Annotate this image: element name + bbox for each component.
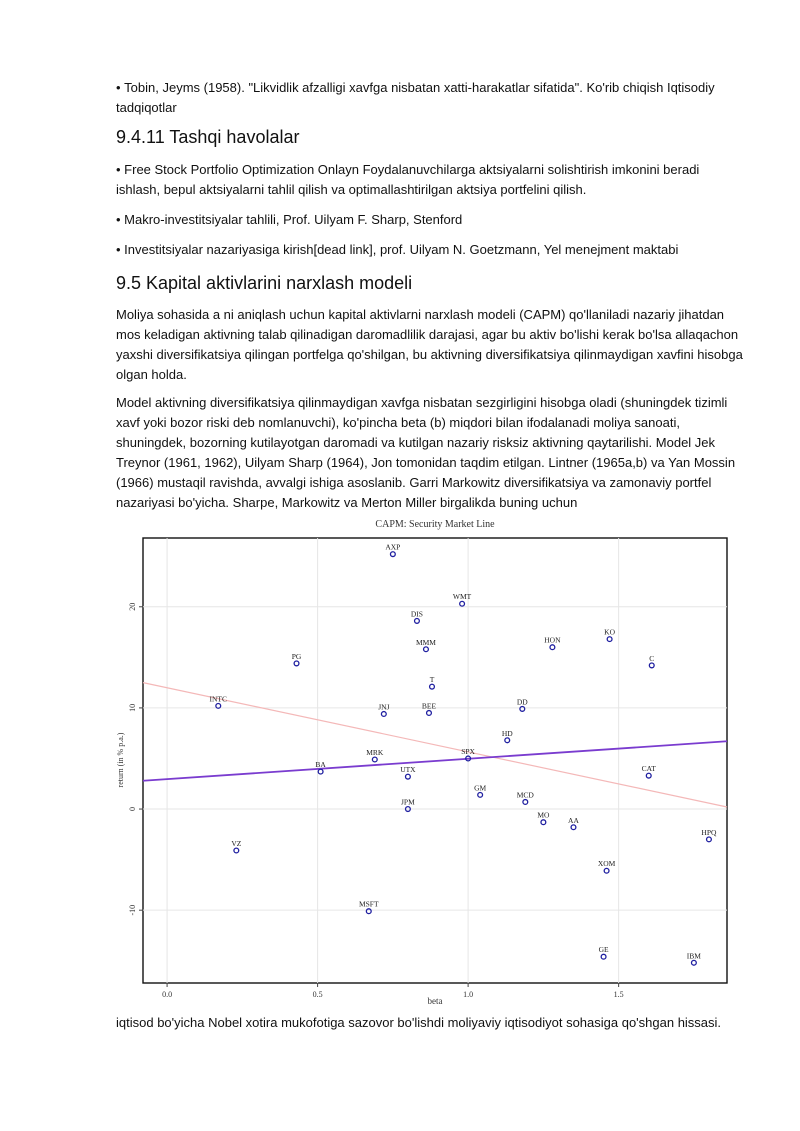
capm-chart	[115, 515, 735, 1010]
data-point-label-aa: AA	[568, 815, 579, 825]
chart-title: CAPM: Security Market Line	[375, 519, 495, 530]
data-point-label-ba: BA	[315, 760, 326, 770]
data-point-label-wmt: WMT	[452, 592, 472, 602]
paragraph-capm-model: Model aktivning diversifikatsiya qilinmaydigan xavfga nisbatan sezgirligini hisobga oladi (shuningdek tizimli xavf yoki bozor riski deb nomlanuvchi), ko'pincha beta (b) miqdori bilan ifodalanadi moliya sanoati, shuningdek, bozorning kutilayotgan daromadi va kutilgan nazariy risksiz aktivning qaytarilishi. Model Jek Treynor (1961, 1962), Uilyam Sharp (1964), Jon tomonidan taqdim etilgan. Lintner (1965a,b) va Yan Mossin (1966) mustaqil ravishda, avvalgi ishiga asoslanib. Garri Markowitz diversifikatsiya va zamonaviy portfel nazariyasi bo'yicha. Sharpe, Markowitz va Merton Miller birgalikda buning uchun	[116, 395, 736, 510]
link-item-portfolio-optimization[interactable]: • Free Stock Portfolio Optimization Onlayn Foydalanuvchilarga aktsiyalarni solishtirish imkonini beradi ishlash, bepul aktsiyalarni tahlil qilish va optimallashtirilgan aktsiya portfelini qilish.	[116, 160, 746, 200]
x-tick-label: 1.5	[613, 990, 624, 999]
y-tick-label: 0	[128, 807, 137, 812]
heading-capm: 9.5 Kapital aktivlarini narxlash modeli	[116, 273, 413, 293]
data-point-label-intc: INTC	[209, 694, 228, 704]
data-point-label-mrk: MRK	[366, 747, 384, 757]
paragraph-nobel: iqtisod bo'yicha Nobel xotira mukofotiga sazovor bo'lishdi moliyaviy iqtisodiyot sohasiga qo'shgan hissasi.	[116, 1015, 722, 1030]
data-point-label-msft: MSFT	[358, 899, 379, 909]
data-point-label-hon: HON	[544, 635, 561, 645]
data-point-label-ge: GE	[598, 945, 609, 955]
data-point-label-dd: DD	[516, 697, 528, 707]
data-point-label-hpq: HPQ	[701, 827, 717, 837]
y-tick-label: -10	[128, 904, 137, 916]
x-tick-label: 0.0	[162, 990, 173, 999]
data-point-label-ibm: IBM	[686, 951, 701, 961]
data-point-label-cat: CAT	[641, 764, 656, 774]
data-point-label-mcd: MCD	[516, 790, 534, 800]
data-point-label-t: T	[429, 675, 435, 685]
data-point-label-gm: GM	[474, 783, 487, 793]
data-point-label-mmm: MMM	[415, 637, 436, 647]
data-point-label-hd: HD	[501, 728, 513, 738]
data-point-label-jpm: JPM	[401, 797, 415, 807]
x-axis-label: beta	[427, 996, 443, 1006]
data-point-label-dis: DIS	[410, 609, 423, 619]
data-point-label-ko: KO	[604, 627, 616, 637]
x-tick-label: 1.0	[463, 990, 474, 999]
heading-external-links: 9.4.11 Tashqi havolalar	[116, 127, 300, 147]
x-tick-label: 0.5	[312, 990, 323, 999]
data-point-label-axp: AXP	[385, 542, 401, 552]
data-point-label-vz: VZ	[231, 839, 242, 849]
y-tick-label: 10	[128, 703, 137, 712]
y-axis-label: return (in % p.a.)	[116, 732, 125, 788]
link-item-macro-investment[interactable]: • Makro-investitsiyalar tahlili, Prof. Uilyam F. Sharp, Stenford	[116, 210, 746, 230]
data-point-label-c: C	[649, 653, 655, 663]
data-point-label-spx: SPX	[461, 746, 475, 756]
data-point-label-xom: XOM	[597, 859, 616, 869]
data-point-label-bee: BEE	[421, 701, 437, 711]
data-point-label-jnj: JNJ	[378, 702, 390, 712]
y-tick-label: 20	[128, 602, 137, 611]
data-point-label-mo: MO	[537, 810, 550, 820]
reference-tobin: • Tobin, Jeyms (1958). "Likvidlik afzalligi xavfga nisbatan xatti-harakatlar sifatida". Ko'rib chiqish Iqtisodiy tadqiqotlar	[116, 78, 746, 118]
data-point-label-pg: PG	[291, 651, 302, 661]
link-item-investment-theory[interactable]: • Investitsiyalar nazariyasiga kirish[dead link], prof. Uilyam N. Goetzmann, Yel menejment maktabi	[116, 240, 746, 260]
paragraph-capm-intro: Moliya sohasida a ni aniqlash uchun kapital aktivlarni narxlash modeli (CAPM) qo'llaniladi nazariy jihatdan mos keladigan aktivning talab qilinadigan daromadlilik darajasi, agar bu aktiv bo'lishi kerak bo'lsa allaqachon yaxshi diversifikatsiya qilingan portfelga qo'shilgan, bu aktivning diversifikatsiya qilinmaydigan xavfini hisobga olgan holda.	[116, 307, 743, 382]
data-point-label-utx: UTX	[400, 765, 416, 775]
